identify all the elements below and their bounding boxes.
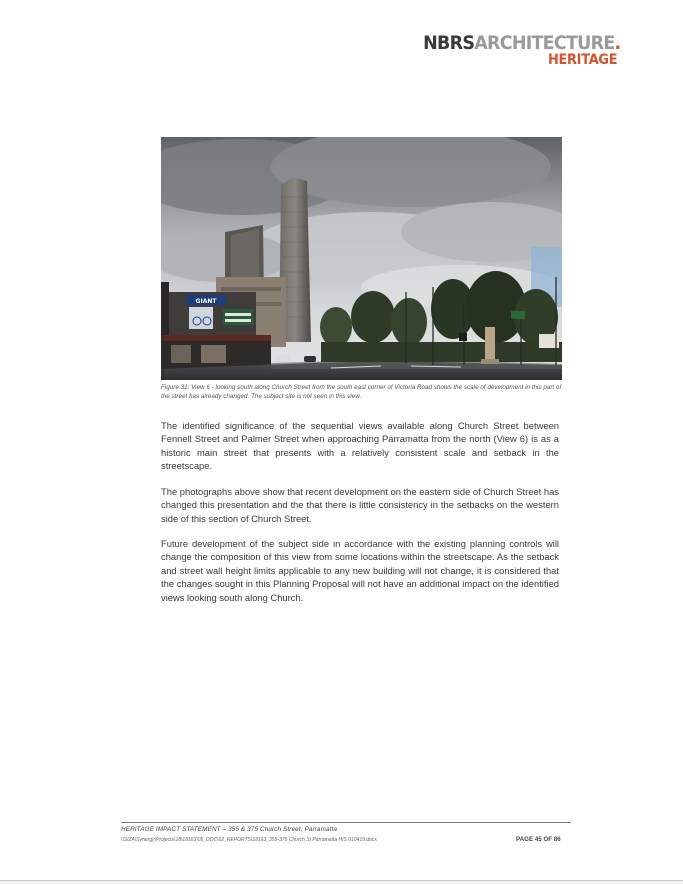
page-total: 86	[553, 836, 561, 843]
page-current: 45	[534, 836, 542, 843]
logo-heritage: HERITAGE	[547, 52, 617, 68]
traffic-light	[459, 333, 467, 341]
figure-31-photo	[161, 137, 562, 380]
paragraph-significance: The identified significance of the sequential views available along Church Street between Fennell Street and Palmer Street when approaching Parramatta from the north (View 6) is as a historic main street that presents with a relatively consistent scale and setback in the streetscape.	[161, 420, 559, 472]
page-bottom-edge	[0, 880, 683, 884]
street-sign	[223, 309, 253, 325]
nbrs-heritage-logo	[422, 32, 620, 74]
logo-architecture: ARCHITECTURE	[473, 32, 615, 54]
footer-file-path: \\SIZA\Synergy\Projects\18\18163\05_DOC\02_REPORTS\18163_355-375 Church St Parramatta HIS 010419.docx	[121, 837, 377, 843]
giant-sign-text: GIANT	[195, 298, 217, 305]
paragraph-photographs: The photographs above show that recent development on the eastern side of Church Street has changed this presentation and the that there is little consistency in the setbacks on the western side of this section of Church Street.	[161, 486, 559, 524]
monument-pillar	[485, 327, 495, 363]
page-of: OF	[543, 836, 553, 843]
car	[276, 355, 290, 362]
figure-caption: Figure 31: View 6 - looking south along Church Street from the south east corner of Victoria Road shows the scale of development in this part of the street has already changed. The subject site is not seen in this view.	[161, 384, 562, 400]
footer-document-title: HERITAGE IMPACT STATEMENT – 355 & 375 Church Street, Parramatta	[121, 826, 338, 833]
church-street-view-image	[161, 137, 562, 380]
logo-wordmark	[423, 34, 620, 53]
road-sign	[511, 311, 525, 319]
page-label: PAGE	[516, 836, 534, 843]
logo-dot: .	[614, 32, 620, 54]
awning	[161, 335, 271, 341]
footer-rule	[121, 822, 571, 823]
car	[304, 356, 316, 362]
paragraph-future-development: Future development of the subject side in accordance with the existing planning controls will change the composition of this view from some locations within the streetscape. As the setback and street wall height limits applicable to any new building will not change, it is considered that the changes sought in this Planning Proposal will not have an additional impact on the identified views looking south along Church.	[161, 538, 559, 603]
page-number	[516, 836, 561, 843]
logo-nbrs: NBRS	[422, 32, 474, 54]
